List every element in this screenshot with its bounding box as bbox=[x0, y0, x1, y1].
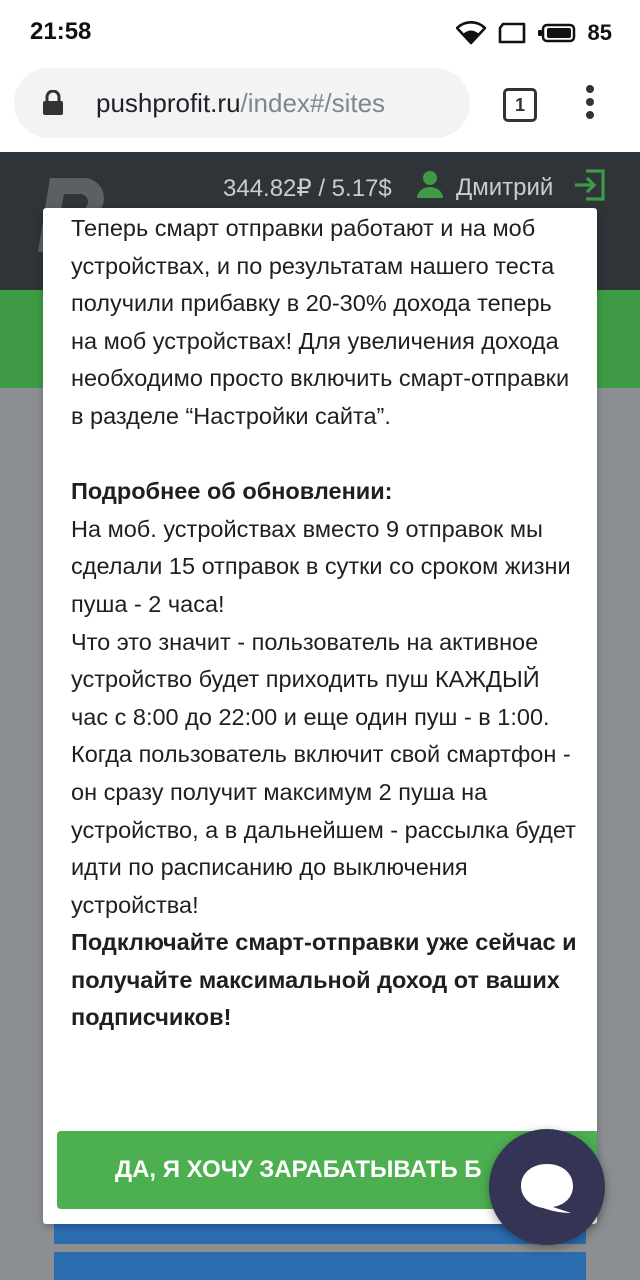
battery-percent: 85 bbox=[587, 20, 612, 45]
address-bar[interactable] bbox=[14, 68, 470, 138]
screen-icon bbox=[498, 22, 526, 44]
chat-button[interactable] bbox=[489, 1129, 605, 1245]
modal-body bbox=[71, 210, 581, 1037]
details-heading: Подробнее об обновлении: bbox=[71, 478, 393, 505]
tab-switcher-button[interactable]: 1 bbox=[503, 88, 537, 122]
status-bar bbox=[0, 0, 640, 66]
battery-icon bbox=[538, 23, 576, 43]
modal-intro-text: Теперь смарт отправки работают и на моб устройствах, и по результатам нашего теста получили прибавку в 20-30% дохода теперь на моб устройствах! Для увеличения дохода необходимо просто включить смарт-отправки в разделе “Настройки сайта”. bbox=[71, 215, 570, 429]
url-host: pushprofit.ru bbox=[96, 88, 241, 118]
details-paragraph: На моб. устройствах вместо 9 отправок мы сделали 15 отправок в сутки со сроком жизни пуша - 2 часа! bbox=[71, 515, 571, 617]
site-blue-panel bbox=[54, 1252, 586, 1280]
status-time: 21:58 bbox=[30, 18, 92, 45]
chat-icon bbox=[519, 1162, 575, 1214]
user-name[interactable]: Дмитрий bbox=[456, 174, 554, 201]
update-modal bbox=[43, 208, 597, 1224]
earn-more-button[interactable]: ДА, Я ХОЧУ ЗАРАБАТЫВАТЬ Б bbox=[57, 1131, 597, 1209]
lock-icon bbox=[42, 90, 64, 116]
url-path: /index#/sites bbox=[240, 88, 386, 118]
menu-dots-icon[interactable] bbox=[584, 84, 596, 120]
status-icons bbox=[456, 20, 612, 46]
account-balance: 344.82₽ / 5.17$ bbox=[223, 175, 392, 202]
details-paragraph: Что это значит - пользователь на активное устройство будет приходить пуш КАЖДЫЙ час с 8:00 до 22:00 и еще один пуш - в 1:00. Когда пользователь включит свой смартфон - он сразу получит максимум 2 пуша на устройство, а в дальнейшем - рассылка будет идти по расписанию до выключения устройства! bbox=[71, 628, 576, 918]
browser-toolbar bbox=[0, 66, 640, 152]
wifi-icon bbox=[456, 21, 486, 45]
user-icon bbox=[416, 169, 444, 199]
call-to-action-text: Подключайте смарт-отправки уже сейчас и получайте максимальной доход от ваших подписчиков! bbox=[71, 929, 577, 1031]
url-text[interactable] bbox=[96, 88, 385, 119]
logout-icon[interactable] bbox=[572, 168, 606, 202]
